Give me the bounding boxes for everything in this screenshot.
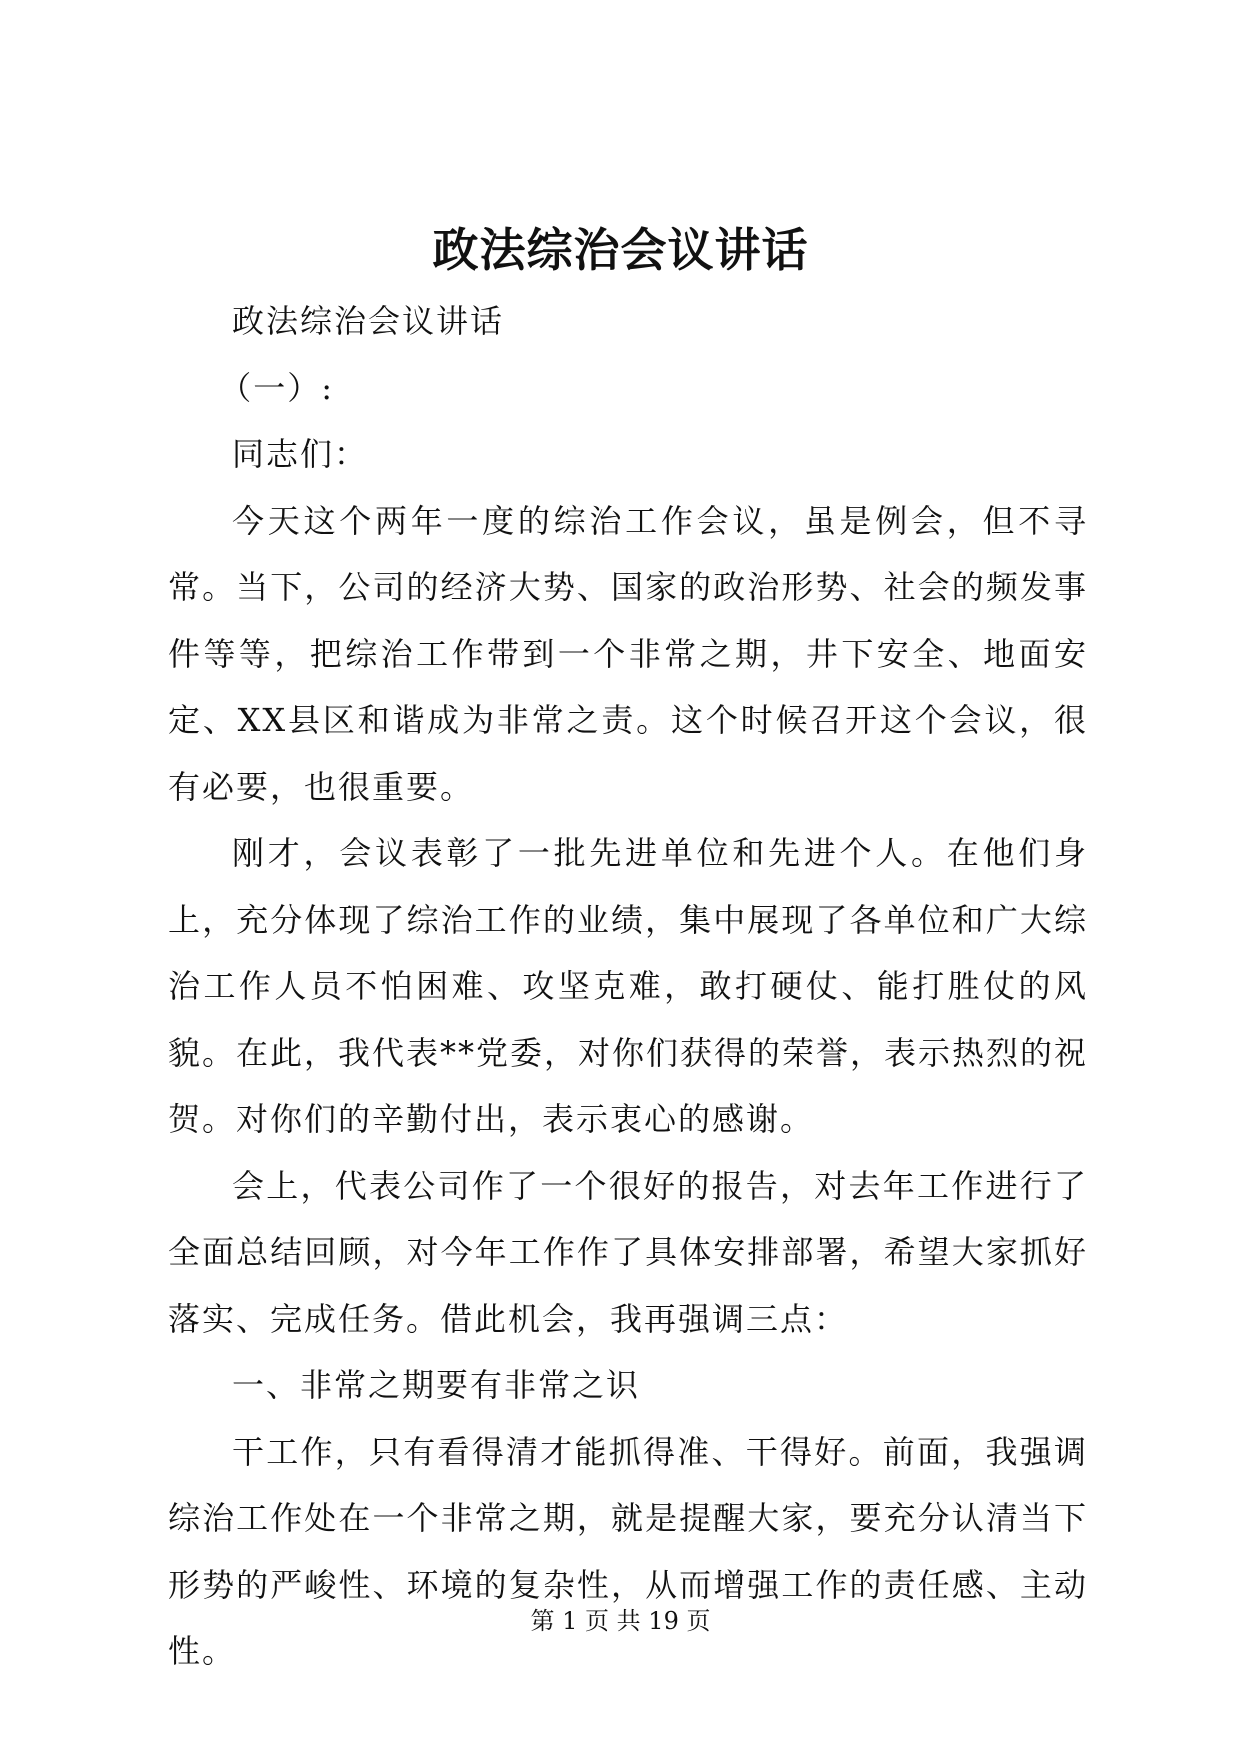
paragraph-report: 会上，代表公司作了一个很好的报告，对去年工作进行了全面总结回顾，对今年工作作了具体安排部署，希望大家抓好落实、完成任务。借此机会，我再强调三点：	[168, 1166, 1088, 1338]
paragraph-point-one: 干工作，只有看得清才能抓得准、干得好。前面，我强调综治工作处在一个非常之期，就是提醒大家，要充分认清当下形势的严峻性、环境的复杂性，从而增强工作的责任感、主动性。	[168, 1432, 1088, 1670]
paragraph-salutation: 同志们：	[232, 435, 369, 473]
paragraph-heading-one: 一、非常之期要有非常之识	[232, 1366, 641, 1404]
document-body	[168, 288, 1088, 1685]
paragraph-subtitle: 政法综治会议讲话	[232, 302, 505, 340]
document-title: 政法综治会议讲话	[432, 223, 809, 277]
paragraph-opening: 今天这个两年一度的综治工作会议，虽是例会，但不寻常。当下，公司的经济大势、国家的政治形势、社会的频发事件等等，把综治工作带到一个非常之期，井下安全、地面安定、XX县区和谐成为非常之责。这个时候召开这个会议，很有必要，也很重要。	[168, 501, 1088, 806]
paragraph-section-marker: （一）:	[219, 368, 334, 407]
paragraph-commendation: 刚才，会议表彰了一批先进单位和先进个人。在他们身上，充分体现了综治工作的业绩，集中展现了各单位和广大综治工作人员不怕困难、攻坚克难，敢打硬仗、能打胜仗的风貌。在此，我代表**党委，对你们获得的荣誉，表示热烈的祝贺。对你们的辛勤付出，表示衷心的感谢。	[168, 834, 1089, 1138]
page-footer: 第 1 页 共 19 页	[530, 1607, 711, 1635]
